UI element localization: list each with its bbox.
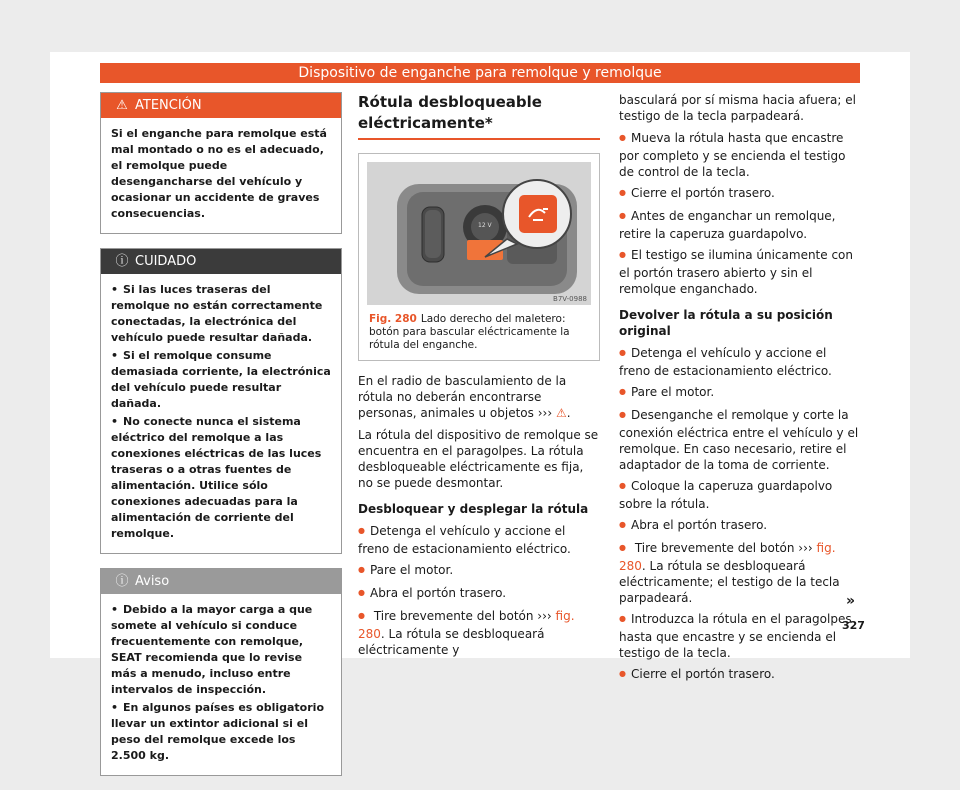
caution-item: • Si el remolque consume demasiada corriente, la electrónica del vehículo puede resultar dañada. bbox=[111, 348, 331, 412]
figure-caption bbox=[359, 313, 599, 360]
caution-header bbox=[101, 249, 341, 274]
warning-icon: ⚠ bbox=[555, 406, 567, 420]
paragraph bbox=[358, 373, 600, 421]
caution-box bbox=[100, 248, 342, 554]
socket-label: 12 V bbox=[478, 222, 492, 229]
list-item: ● Antes de enganchar un remolque, retire la caperuza guardapolvo. bbox=[619, 208, 860, 242]
column-left bbox=[100, 92, 342, 790]
warning-box bbox=[100, 92, 342, 234]
note-body bbox=[101, 594, 341, 775]
figure-ref: Fig. 280 bbox=[369, 313, 417, 325]
figure-280 bbox=[358, 153, 600, 361]
caution-item: • Si las luces traseras del remolque no están correctamente conectadas, la electrónica del vehículo puede resultar dañada. bbox=[111, 282, 331, 346]
list-item: ● Mueva la rótula hasta que encastre por completo y se encienda el testigo de control de la tecla. bbox=[619, 130, 860, 180]
caution-body bbox=[101, 274, 341, 553]
trunk-illustration-svg bbox=[367, 162, 591, 305]
paragraph: La rótula del dispositivo de remolque se encuentra en el paragolpes. La rótula desbloqueable eléctricamente es fija, no se puede desmontar. bbox=[358, 428, 599, 490]
trunk-button-illustration bbox=[367, 162, 591, 305]
note-title: Aviso bbox=[135, 574, 170, 589]
note-item: • Debido a la mayor carga a que somete al vehículo si conduce frecuentemente con remolque, SEAT recomienda que lo revise más a menudo, incluso entre intervalos de inspección. bbox=[111, 602, 331, 698]
list-item: ● Pare el motor. bbox=[358, 562, 600, 580]
ref-arrows: ››› bbox=[798, 541, 813, 555]
list-item: ● Cierre el portón trasero. bbox=[619, 666, 860, 684]
info-circle-icon: ⓘ bbox=[115, 254, 129, 269]
list-item bbox=[619, 540, 860, 606]
image-code: B7V-0988 bbox=[553, 295, 587, 303]
list-item: ● Detenga el vehículo y accione el freno de estacionamiento eléctrico. bbox=[619, 345, 860, 379]
list-item: ● El testigo se ilumina únicamente con el portón trasero abierto y sin el remolque enganchado. bbox=[619, 247, 860, 297]
caution-title: CUIDADO bbox=[135, 254, 197, 269]
paragraph-end: . bbox=[566, 406, 571, 420]
ref-arrows: ››› bbox=[537, 406, 553, 420]
list-item: ● Cierre el portón trasero. bbox=[619, 185, 860, 203]
list-item: ● Coloque la caperuza guardapolvo sobre la rótula. bbox=[619, 478, 860, 512]
list-item-text: . La rótula se desbloqueará eléctricamente; el testigo de la tecla parpadeará. bbox=[619, 559, 840, 605]
list-item: ● Pare el motor. bbox=[619, 384, 860, 402]
list-item: ● Detenga el vehículo y accione el freno de estacionamiento eléctrico. bbox=[358, 523, 600, 557]
caution-item: • No conecte nunca el sistema eléctrico del remolque a las conexiones eléctricas de las luces traseras o a otras fuentes de alimentación. Utilice sólo conexiones adecuadas para la alimentación de corriente del remolque. bbox=[111, 414, 331, 542]
warning-header bbox=[101, 93, 341, 118]
figure-link[interactable]: fig. 280 bbox=[358, 609, 575, 641]
list-item: ● Desenganche el remolque y corte la conexión eléctrica entre el vehículo y el remolque. En caso necesario, retire el adaptador de la toma de corriente. bbox=[619, 407, 860, 473]
column-right bbox=[619, 92, 860, 689]
figure-link[interactable]: fig. 280 bbox=[619, 541, 836, 573]
note-item: • En algunos países es obligatorio llevar un extintor adicional si el peso del remolque excede los 2.500 kg. bbox=[111, 700, 331, 764]
warning-text: Si el enganche para remolque está mal montado o no es el adecuado, el remolque puede desengancharse del vehículo y ocasionar un accidente de graves consecuencias. bbox=[111, 127, 327, 220]
ref-arrows: ››› bbox=[537, 609, 552, 623]
subheading: Devolver la rótula a su posición original bbox=[619, 308, 833, 338]
list-item-text: Tire brevemente del botón bbox=[634, 541, 795, 555]
list-item: ● Introduzca la rótula en el paragolpes hasta que encastre y se encienda el testigo de la tecla. bbox=[619, 611, 860, 661]
page-header: Dispositivo de enganche para remolque y remolque bbox=[100, 63, 860, 83]
list-item bbox=[358, 608, 600, 658]
paragraph-text: En el radio de basculamiento de la rótula no deberán encontrarse personas, animales u objetos bbox=[358, 374, 567, 420]
subheading: Desbloquear y desplegar la rótula bbox=[358, 502, 589, 516]
warning-icon: ⚠ bbox=[116, 98, 128, 113]
list-item-text: . La rótula se desbloqueará eléctricamente y bbox=[358, 627, 545, 657]
warning-body bbox=[101, 118, 341, 233]
warning-title: ATENCIÓN bbox=[135, 98, 202, 113]
caption-text: Lado derecho del maletero: botón para bascular eléctricamente la rótula del enganche. bbox=[369, 313, 570, 351]
continue-mark: » bbox=[846, 593, 856, 609]
section-title: Rótula desbloqueable eléctricamente* bbox=[358, 92, 600, 140]
list-item: ● Abra el portón trasero. bbox=[619, 517, 860, 535]
list-item: ● Abra el portón trasero. bbox=[358, 585, 600, 603]
note-box bbox=[100, 568, 342, 776]
note-header bbox=[101, 569, 341, 594]
info-square-icon: ⓘ bbox=[115, 574, 129, 589]
page-number: 327 bbox=[842, 619, 865, 632]
column-middle bbox=[358, 92, 600, 663]
list-item-text: Tire brevemente del botón bbox=[373, 609, 534, 623]
paragraph: basculará por sí misma hacia afuera; el testigo de la tecla parpadeará. bbox=[619, 93, 856, 123]
